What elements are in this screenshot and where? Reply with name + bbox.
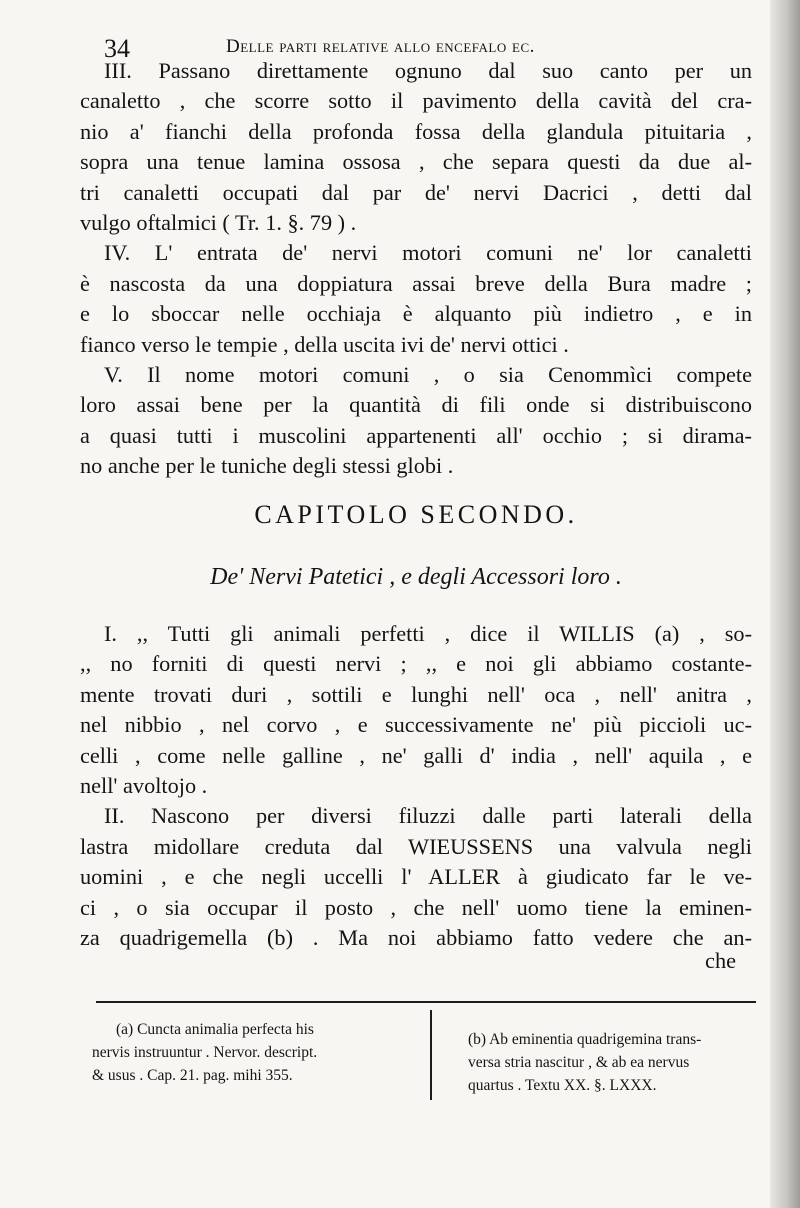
footnote-line: quartus . Textu XX. §. LXXX. (468, 1077, 657, 1094)
page-edge-shadow (770, 0, 800, 1208)
text-line: mente trovati duri , sottili e lunghi nell' oca , nell' anitra , (80, 681, 752, 707)
footnote-b (468, 1028, 758, 1097)
footnote-a (92, 1018, 412, 1087)
text-line: celli , come nelle galline , ne' galli d' india , nell' aquila , e (80, 742, 752, 768)
text-line: e lo sboccar nelle occhiaja è alquanto più indietro , e in (80, 301, 752, 327)
text-line: za quadrigemella (b) . Ma noi abbiamo fatto vedere che an- (80, 924, 752, 950)
text-line: uomini , e che negli uccelli l' ALLER à giudicato far le ve- (80, 864, 752, 890)
footnote-line: (a) Cuncta animalia perfecta his (116, 1021, 314, 1038)
text-line: è nascosta da una doppiatura assai breve della Bura madre ; (80, 270, 752, 296)
catchword: che (705, 948, 736, 973)
text-line: vulgo oftalmici ( Tr. 1. §. 79 ) . (80, 209, 357, 235)
text-line: IV. L' entrata de' nervi motori comuni ne' lor canaletti (104, 240, 752, 266)
text-line: lastra midollare creduta dal WIEUSSENS una valvula negli (80, 833, 752, 859)
footnote-line: (b) Ab eminentia quadrigemina trans- (468, 1031, 702, 1048)
footnote-line: nervis instruuntur . Nervor. descript. (92, 1044, 318, 1061)
text-line: canaletto , che scorre sotto il pavimento della cavità del cra- (80, 88, 752, 114)
text-line: I. ,, Tutti gli animali perfetti , dice il WILLIS (a) , so- (104, 621, 752, 646)
chapter-heading: CAPITOLO SECONDO. (254, 500, 578, 529)
text-line: ci , o sia occupar il posto , che nell' uomo tiene la eminen- (80, 894, 752, 920)
text-line: III. Passano direttamente ognuno dal suo canto per un (104, 58, 752, 83)
footnote-line: versa stria nascitur , & ab ea nervus (468, 1054, 690, 1071)
text-block-bottom (80, 619, 752, 953)
footnote-rule (96, 1001, 756, 1003)
chapter-subtitle: De' Nervi Patetici , e degli Accessori loro . (210, 564, 622, 590)
text-line: a quasi tutti i muscolini appartenenti all' occhio ; si dirama- (80, 422, 752, 448)
running-title: Delle parti relative allo encefalo ec. (226, 36, 535, 57)
text-line: no anche per le tuniche degli stessi globi . (80, 453, 454, 479)
footnote-line: & usus . Cap. 21. pag. mihi 355. (92, 1067, 293, 1084)
text-line: sopra una tenue lamina ossosa , che separa questi da due al- (80, 149, 752, 175)
text-line: nel nibbio , nel corvo , e successivamente ne' più piccioli uc- (80, 712, 752, 738)
text-line: nell' avoltojo . (80, 772, 208, 798)
text-line: ,, no forniti di questi nervi ; ,, e noi gli abbiamo costante- (80, 651, 752, 677)
text-line: fianco verso le tempie , della uscita ivi de' nervi ottici . (80, 331, 569, 357)
footnote-divider (430, 1010, 432, 1100)
text-block-top (80, 56, 752, 481)
text-line: loro assai bene per la quantità di fili onde si distribuiscono (80, 392, 752, 418)
text-line: V. Il nome motori comuni , o sia Cenommìci compete (104, 361, 752, 387)
text-line: tri canaletti occupati dal par de' nervi Dacrici , detti dal (80, 179, 752, 205)
text-line: II. Nascono per diversi filuzzi dalle parti laterali della (104, 803, 752, 829)
page-number: 34 (104, 34, 130, 63)
text-line: nio a' fianchi della profonda fossa della glandula pituitaria , (80, 118, 752, 144)
